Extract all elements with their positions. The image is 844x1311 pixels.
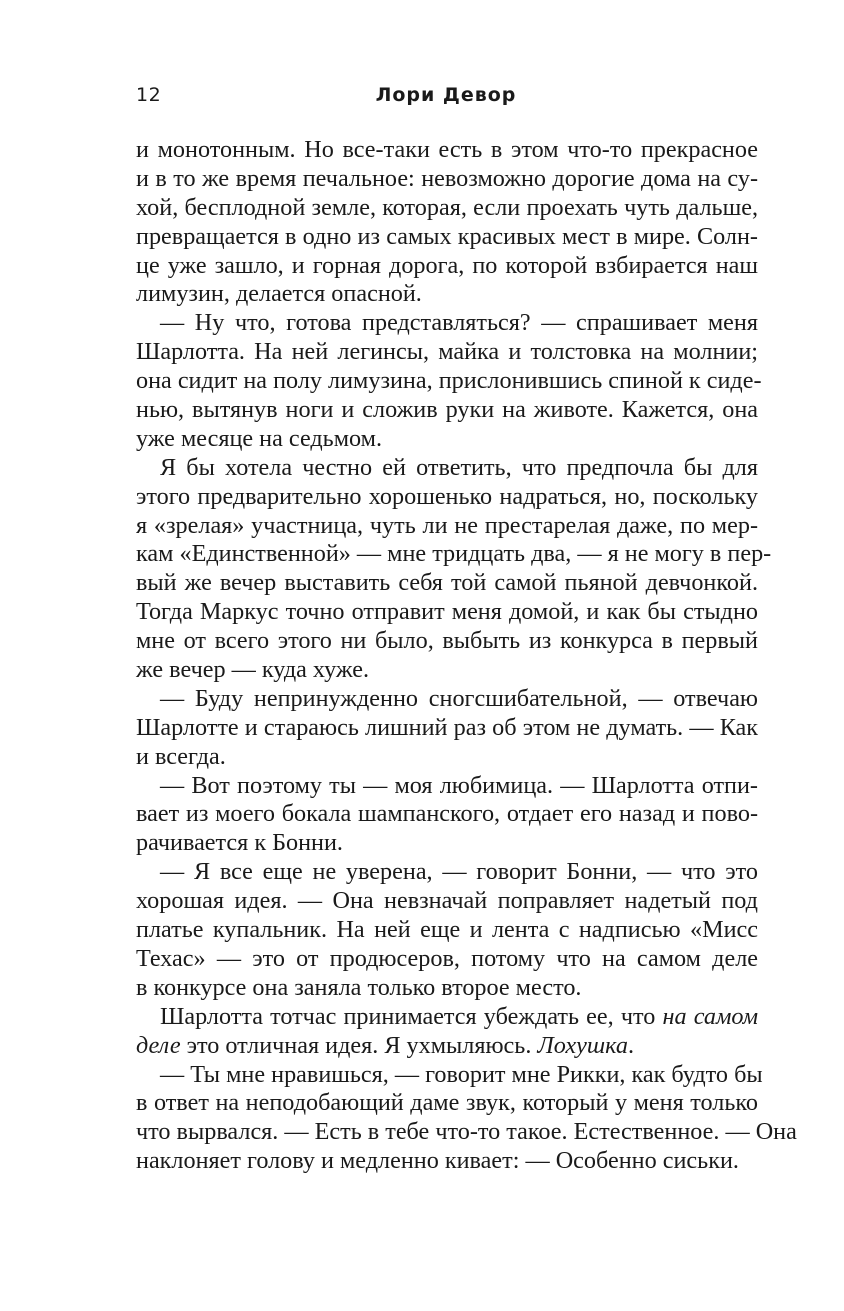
line-text: хорошая идея. — Она невзначай поправляет надетый под xyxy=(136,887,758,915)
line-text: це уже зашло, и горная дорога, по которой взбирается наш xyxy=(136,251,758,279)
text-line xyxy=(136,1003,758,1032)
text-line xyxy=(136,656,758,685)
line-text: что вырвался. — Есть в тебе что-то такое. Естественное. — Она xyxy=(136,1118,797,1146)
line-text: вый же вечер выставить себя той самой пьяной девчонкой. xyxy=(136,569,758,597)
text-line xyxy=(136,252,758,281)
text-line xyxy=(136,309,758,338)
text-line xyxy=(136,685,758,714)
text-line xyxy=(136,569,758,598)
text-line xyxy=(136,1147,758,1176)
line-text: и в то же время печальное: невозможно дорогие дома на су- xyxy=(136,164,758,192)
line-text: это отличная идея. Я ухмыляюсь. xyxy=(180,1031,538,1059)
text-line xyxy=(136,1032,758,1061)
line-text: превращается в одно из самых красивых мест в мире. Солн- xyxy=(136,222,758,250)
text-line xyxy=(136,974,758,1003)
text-line xyxy=(136,223,758,252)
text-line xyxy=(136,1060,763,1090)
line-text: мне от всего этого ни было, выбыть из конкурса в первый xyxy=(136,627,758,655)
line-text: Техас» — это от продюсеров, потому что на самом деле xyxy=(136,944,758,972)
line-text: наклоняет голову и медленно кивает: — Особенно сиськи. xyxy=(136,1147,739,1175)
line-text: Я бы хотела честно ей ответить, что предпочла бы для xyxy=(160,453,758,481)
text-line xyxy=(136,136,758,165)
line-text: вает из моего бокала шампанского, отдает его назад и пово- xyxy=(136,800,758,828)
running-title: Лори Девор xyxy=(375,84,517,106)
text-line xyxy=(136,627,758,656)
page-number: 12 xyxy=(136,84,162,106)
line-text: платье купальник. На ней еще и лента с надписью «Мисс xyxy=(136,916,758,944)
line-text: она сидит на полу лимузина, прислонившись спиной к сиде- xyxy=(136,367,762,395)
text-line xyxy=(136,800,758,829)
italic-text: деле xyxy=(136,1031,181,1059)
text-line xyxy=(136,425,758,454)
text-line xyxy=(136,887,758,916)
text-line xyxy=(136,858,758,887)
line-text: рачивается к Бонни. xyxy=(136,829,343,857)
text-line xyxy=(136,916,758,945)
text-line xyxy=(136,165,758,194)
text-line xyxy=(136,772,758,801)
text-line xyxy=(136,483,758,512)
line-text: в конкурсе она заняла только второе место. xyxy=(136,973,582,1001)
line-text: — Буду непринужденно сногсшибательной, — отвечаю xyxy=(160,684,758,712)
body-text xyxy=(136,136,797,1176)
text-line xyxy=(136,454,758,483)
running-head xyxy=(136,84,756,112)
text-line xyxy=(136,1118,797,1147)
text-line xyxy=(136,194,758,223)
line-text: уже месяце на седьмом. xyxy=(136,424,382,452)
line-text: нью, вытянув ноги и сложив руки на животе. Кажется, она xyxy=(136,396,758,424)
line-text: я «зрелая» участница, чуть ли не престарелая даже, по мер- xyxy=(136,511,758,539)
line-text: хой, бесплодной земле, которая, если проехать чуть дальше, xyxy=(136,193,758,221)
line-text: же вечер — куда хуже. xyxy=(136,656,370,684)
line-text: и монотонным. Но все-таки есть в этом что-то прекрасное xyxy=(136,136,758,163)
line-text: . xyxy=(627,1031,634,1059)
italic-text: на самом xyxy=(662,1002,759,1030)
line-text: кам «Единственной» — мне тридцать два, — я не могу в пер- xyxy=(136,540,772,568)
text-line xyxy=(136,338,758,367)
text-line xyxy=(136,1089,758,1118)
text-line xyxy=(136,598,758,627)
line-text: — Ну что, готова представляться? — спрашивает меня xyxy=(160,309,758,337)
text-line xyxy=(136,945,758,974)
text-line xyxy=(136,367,762,396)
text-line xyxy=(136,396,758,425)
line-text: и всегда. xyxy=(136,742,226,770)
text-line xyxy=(136,540,772,569)
line-text: этого предварительно хорошенько надраться, но, поскольку xyxy=(136,482,758,510)
line-text: Шарлотте и стараюсь лишний раз об этом не думать. — Как xyxy=(136,713,758,741)
text-line xyxy=(136,280,758,309)
line-text: Шарлотта тотчас принимается убеждать ее, что xyxy=(160,1002,663,1030)
italic-text: Лохушка xyxy=(537,1031,628,1059)
text-line xyxy=(136,512,758,541)
line-text: лимузин, делается опасной. xyxy=(136,280,422,308)
text-line xyxy=(136,743,758,772)
text-line xyxy=(136,714,758,743)
text-line xyxy=(136,829,758,858)
line-text: Шарлотта. На ней легинсы, майка и толстовка на молнии; xyxy=(136,338,758,366)
line-text: — Я все еще не уверена, — говорит Бонни, — что это xyxy=(160,858,758,886)
line-text: — Ты мне нравишься, — говорит мне Рикки, как будто бы xyxy=(160,1060,763,1088)
line-text: — Вот поэтому ты — моя любимица. — Шарлотта отпи- xyxy=(160,771,758,799)
line-text: в ответ на неподобающий даме звук, который у меня только xyxy=(136,1089,758,1117)
line-text: Тогда Маркус точно отправит меня домой, и как бы стыдно xyxy=(136,598,758,626)
